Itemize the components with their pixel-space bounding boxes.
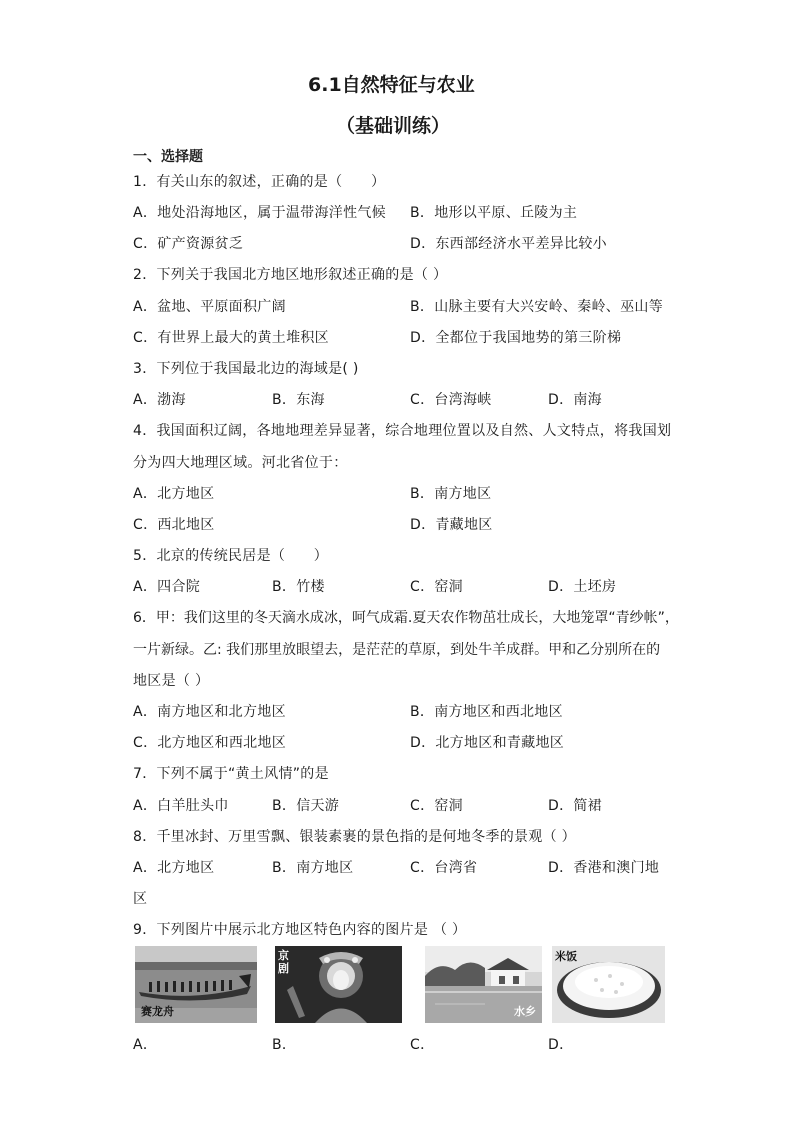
q1-option-b[interactable]: B．地形以平原、丘陵为主 — [410, 205, 578, 221]
q7-option-c[interactable]: C．窑洞 — [410, 798, 463, 814]
q6-option-c[interactable]: C．北方地区和西北地区 — [133, 735, 287, 751]
question-1: 1．有关山东的叙述，正确的是（ ） — [133, 174, 386, 190]
q7-option-a[interactable]: A．白羊肚头巾 — [133, 798, 229, 814]
q5-option-d[interactable]: D．土坯房 — [548, 579, 617, 595]
question-9: 9．下列图片中展示北方地区特色内容的图片是 （ ） — [133, 922, 467, 938]
question-4-line-2: 分为四大地理区域。河北省位于： — [133, 455, 348, 471]
q5-option-a[interactable]: A．四合院 — [133, 579, 201, 595]
question-8: 8．千里冰封、万里雪飘、银装素裹的景色指的是何地冬季的景观（ ） — [133, 829, 576, 845]
q6-option-b[interactable]: B．南方地区和西北地区 — [410, 704, 563, 720]
q7-option-d[interactable]: D．简裙 — [548, 798, 602, 814]
question-6-line-2: 一片新绿。乙: 我们那里放眼望去，是茫茫的草原，到处牛羊成群。甲和乙分别所在的 — [133, 642, 661, 658]
q2-option-d[interactable]: D．全都位于我国地势的第三阶梯 — [410, 330, 622, 346]
caption-rice: 米饭 — [555, 950, 577, 963]
q6-option-d[interactable]: D．北方地区和青藏地区 — [410, 735, 565, 751]
question-3: 3．下列位于我国最北边的海域是( ) — [133, 361, 359, 377]
q6-option-a[interactable]: A．南方地区和北方地区 — [133, 704, 286, 720]
q9-option-d[interactable]: D． — [548, 1037, 574, 1053]
q8-option-c[interactable]: C．台湾省 — [410, 860, 478, 876]
q9-option-a[interactable]: A． — [133, 1037, 158, 1053]
q8-option-d[interactable]: D．香港和澳门地 — [548, 860, 660, 876]
rice-bowl-photo[interactable] — [552, 946, 665, 1023]
q8-option-d-wrap: 区 — [133, 891, 148, 907]
page-title: 6.1自然特征与农业 — [308, 74, 475, 96]
question-6-line-3: 地区是（ ） — [133, 673, 210, 689]
q5-option-c[interactable]: C．窑洞 — [410, 579, 463, 595]
q3-option-b[interactable]: B．东海 — [272, 392, 325, 408]
q2-option-b[interactable]: B．山脉主要有大兴安岭、秦岭、巫山等 — [410, 299, 664, 315]
caption-water-town: 水乡 — [514, 1005, 536, 1018]
caption-dragon-boat: 赛龙舟 — [141, 1005, 174, 1018]
peking-opera-photo[interactable] — [275, 946, 402, 1023]
q8-option-a[interactable]: A．北方地区 — [133, 860, 215, 876]
q3-option-d[interactable]: D．南海 — [548, 392, 602, 408]
question-5: 5．北京的传统民居是（ ） — [133, 548, 329, 564]
q1-option-a[interactable]: A．地处沿海地区，属于温带海洋性气候 — [133, 205, 386, 221]
q4-option-d[interactable]: D．青藏地区 — [410, 517, 493, 533]
q7-option-b[interactable]: B．信天游 — [272, 798, 340, 814]
dragon-boat-photo[interactable] — [135, 946, 257, 1023]
section-heading: 一、选择题 — [133, 149, 203, 165]
q4-option-b[interactable]: B．南方地区 — [410, 486, 492, 502]
q9-option-c[interactable]: C． — [410, 1037, 435, 1053]
q1-option-d[interactable]: D．东西部经济水平差异比较小 — [410, 236, 607, 252]
caption-peking-opera: 京剧 — [278, 949, 289, 975]
q4-option-a[interactable]: A．北方地区 — [133, 486, 215, 502]
q1-option-c[interactable]: C．矿产资源贫乏 — [133, 236, 244, 252]
q9-option-b[interactable]: B． — [272, 1037, 297, 1053]
page-subtitle: （基础训练） — [336, 115, 451, 137]
question-2: 2．下列关于我国北方地区地形叙述正确的是（ ） — [133, 267, 448, 283]
q2-option-a[interactable]: A．盆地、平原面积广阔 — [133, 299, 286, 315]
q5-option-b[interactable]: B．竹楼 — [272, 579, 325, 595]
question-7: 7．下列不属于“黄土风情”的是 — [133, 766, 329, 782]
q3-option-a[interactable]: A．渤海 — [133, 392, 186, 408]
question-4-line-1: 4．我国面积辽阔，各地地理差异显著，综合地理位置以及自然、人文特点，将我国划 — [133, 423, 672, 439]
q3-option-c[interactable]: C．台湾海峡 — [410, 392, 492, 408]
peking-opera-image — [275, 946, 402, 1023]
q8-option-b[interactable]: B．南方地区 — [272, 860, 354, 876]
q4-option-c[interactable]: C．西北地区 — [133, 517, 215, 533]
question-6-line-1: 6．甲：我们这里的冬天滴水成冰，呵气成霜.夏天农作物茁壮成长，大地笼罩“青纱帐”， — [133, 610, 679, 626]
water-town-photo[interactable] — [425, 946, 542, 1023]
q2-option-c[interactable]: C．有世界上最大的黄土堆积区 — [133, 330, 329, 346]
